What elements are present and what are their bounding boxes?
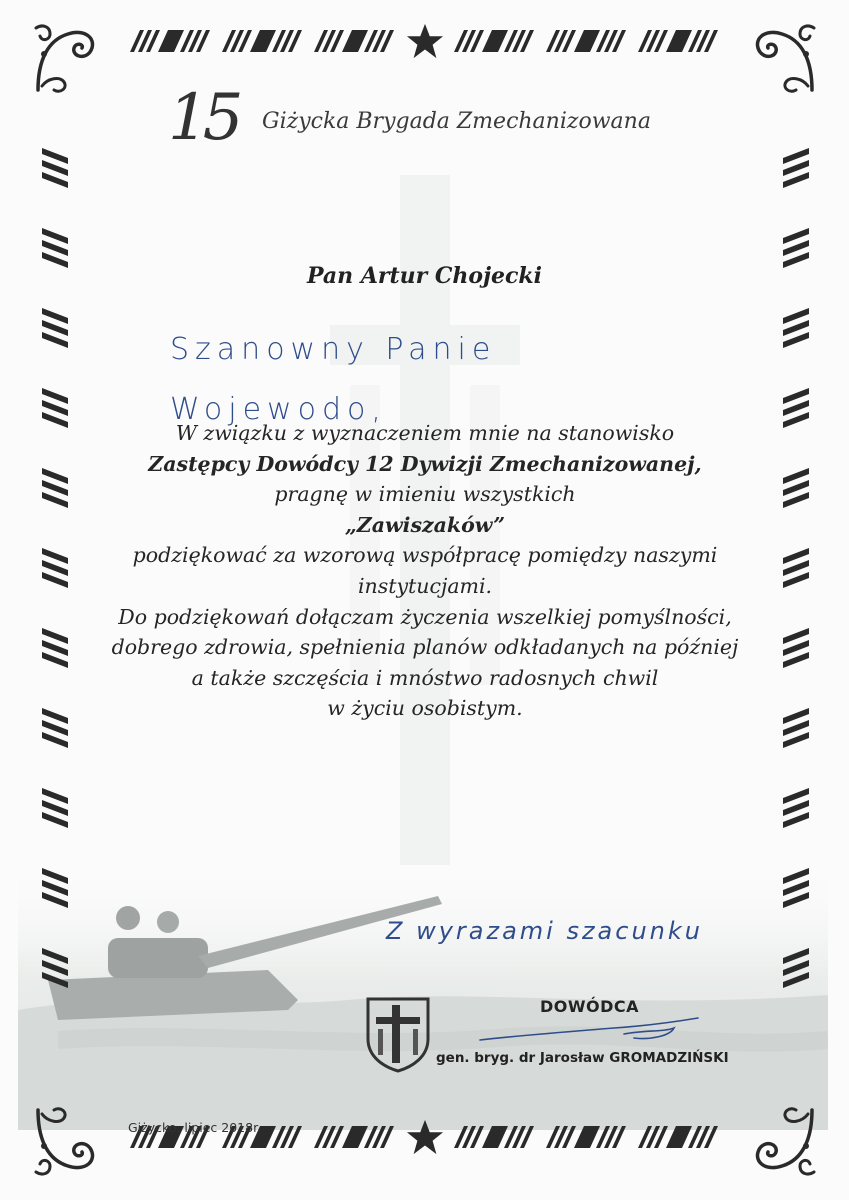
star-icon [406, 1118, 444, 1156]
letter-line: a także szczęścia i mnóstwo radosnych chwil [191, 665, 659, 690]
corner-ornament-bottom-left [28, 1100, 108, 1180]
brigade-name: Giżycka Brygada Zmechanizowana [262, 109, 651, 134]
letter-line: podziękować za wzorową współpracę pomiędzy naszymi [132, 543, 718, 568]
border-top [130, 28, 720, 54]
border-stripe-group [314, 1126, 396, 1148]
recipient-name: Pan Artur Chojecki [306, 263, 543, 289]
handwritten-signature [474, 1010, 704, 1050]
border-stripe-group [454, 30, 536, 52]
border-stripe-group [222, 30, 304, 52]
letter-line: instytucjami. [357, 573, 493, 598]
letter-line: „Zawiszaków” [344, 512, 505, 537]
corner-ornament-bottom-right [742, 1100, 822, 1180]
letter-line: Zastępcy Dowódcy 12 Dywizji Zmechanizowanej, [148, 451, 702, 476]
handwritten-greeting: Szanowny Panie Wojewodo, [170, 332, 497, 427]
border-stripe-group [314, 30, 396, 52]
corner-ornament-top-left [28, 20, 108, 100]
border-stripe-group [546, 30, 628, 52]
border-stripe-group [638, 1126, 720, 1148]
corner-ornament-top-right [742, 20, 822, 100]
brigade-number: 15 [168, 81, 238, 155]
brigade-emblem-icon [364, 995, 432, 1073]
letter-line: W związku z wyznaczeniem mnie na stanowisko [175, 421, 675, 445]
letter-line: Do podziękowań dołączam życzenia wszelkiej pomyślności, [118, 604, 732, 629]
star-icon [406, 22, 444, 60]
border-stripe-group [454, 1126, 536, 1148]
border-stripe-group [130, 30, 212, 52]
border-stripe-group [546, 1126, 628, 1148]
handwritten-closing: Z wyrazami szacunku [386, 917, 703, 945]
letter-line: pragnę w imieniu wszystkich [274, 482, 576, 507]
signatory-name: gen. bryg. dr Jarosław GROMADZIŃSKI [436, 1050, 729, 1066]
place-date: Giżycko, lipiec 2018r. [128, 1120, 262, 1135]
letter-body [80, 418, 770, 724]
letter-line: dobrego zdrowia, spełnienia planów odkładanych na później [111, 635, 739, 660]
border-stripe-group [638, 30, 720, 52]
signatory-title: DOWÓDCA [540, 997, 640, 1016]
letter-line: w życiu osobistym. [327, 696, 523, 721]
